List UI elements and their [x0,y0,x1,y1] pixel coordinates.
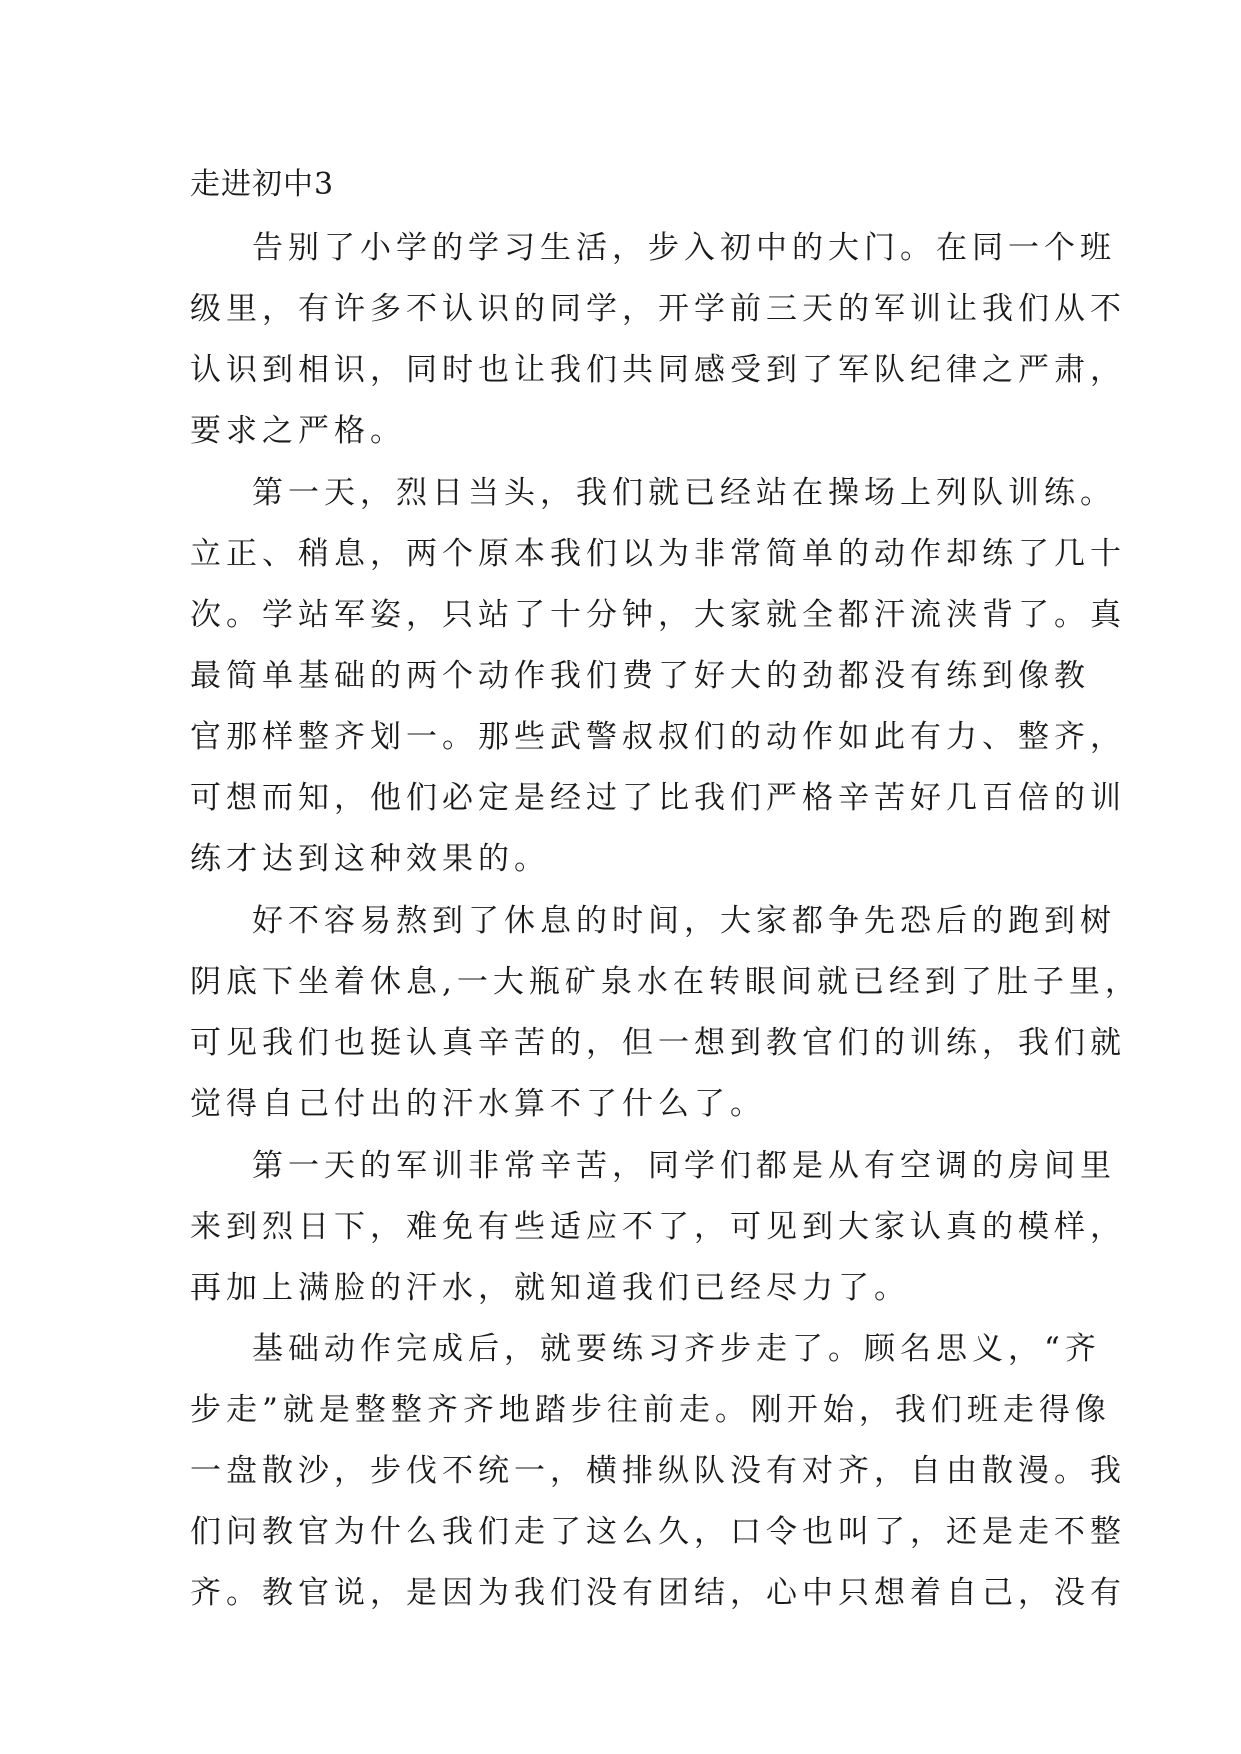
paragraph-line: 要求之严格。 [190,413,406,449]
paragraph-line: 再加上满脸的汗水，就知道我们已经尽力了。 [190,1270,910,1306]
paragraph-line: 一盘散沙，步伐不统一，横排纵队没有对齐，自由散漫。我 [190,1453,1126,1489]
paragraph-line: 级里，有许多不认识的同学，开学前三天的军训让我们从不 [190,291,1126,327]
paragraph-line: 可见我们也挺认真辛苦的，但一想到教官们的训练，我们就 [190,1025,1126,1061]
paragraph-line: 步走”就是整整齐齐地踏步往前走。刚开始，我们班走得像 [190,1392,1111,1428]
paragraph-line: 官那样整齐划一。那些武警叔叔们的动作如此有力、整齐， [190,719,1126,755]
paragraph-line: 告别了小学的学习生活，步入初中的大门。在同一个班 [252,230,1116,266]
paragraph-line: 可想而知，他们必定是经过了比我们严格辛苦好几百倍的训 [190,780,1126,816]
paragraph-line: 们问教官为什么我们走了这么久，口令也叫了，还是走不整 [190,1514,1126,1550]
paragraph-line: 好不容易熬到了休息的时间，大家都争先恐后的跑到树 [252,903,1116,939]
paragraph-line: 觉得自己付出的汗水算不了什么了。 [190,1086,766,1122]
paragraph-line: 第一天的军训非常辛苦，同学们都是从有空调的房间里 [252,1148,1116,1184]
paragraph-line: 第一天，烈日当头，我们就已经站在操场上列队训练。 [252,475,1116,511]
paragraph-line: 次。学站军姿，只站了十分钟，大家就全都汗流浃背了。真 [190,597,1126,633]
paragraph-line: 阴底下坐着休息,一大瓶矿泉水在转眼间就已经到了肚子里， [190,964,1141,1000]
paragraph-line: 练才达到这种效果的。 [190,841,550,877]
paragraph-line: 立正、稍息，两个原本我们以为非常简单的动作却练了几十 [190,536,1126,572]
document-title: 走进初中3 [190,167,335,202]
paragraph-line: 认识到相识，同时也让我们共同感受到了军队纪律之严肃， [190,352,1126,388]
paragraph-line: 来到烈日下，难免有些适应不了，可见到大家认真的模样， [190,1209,1126,1245]
paragraph-line: 基础动作完成后，就要练习齐步走了。顾名思义，“齐 [252,1331,1101,1367]
paragraph-line: 齐。教官说，是因为我们没有团结，心中只想着自己，没有 [190,1575,1126,1611]
paragraph-line: 最简单基础的两个动作我们费了好大的劲都没有练到像教 [190,658,1090,694]
